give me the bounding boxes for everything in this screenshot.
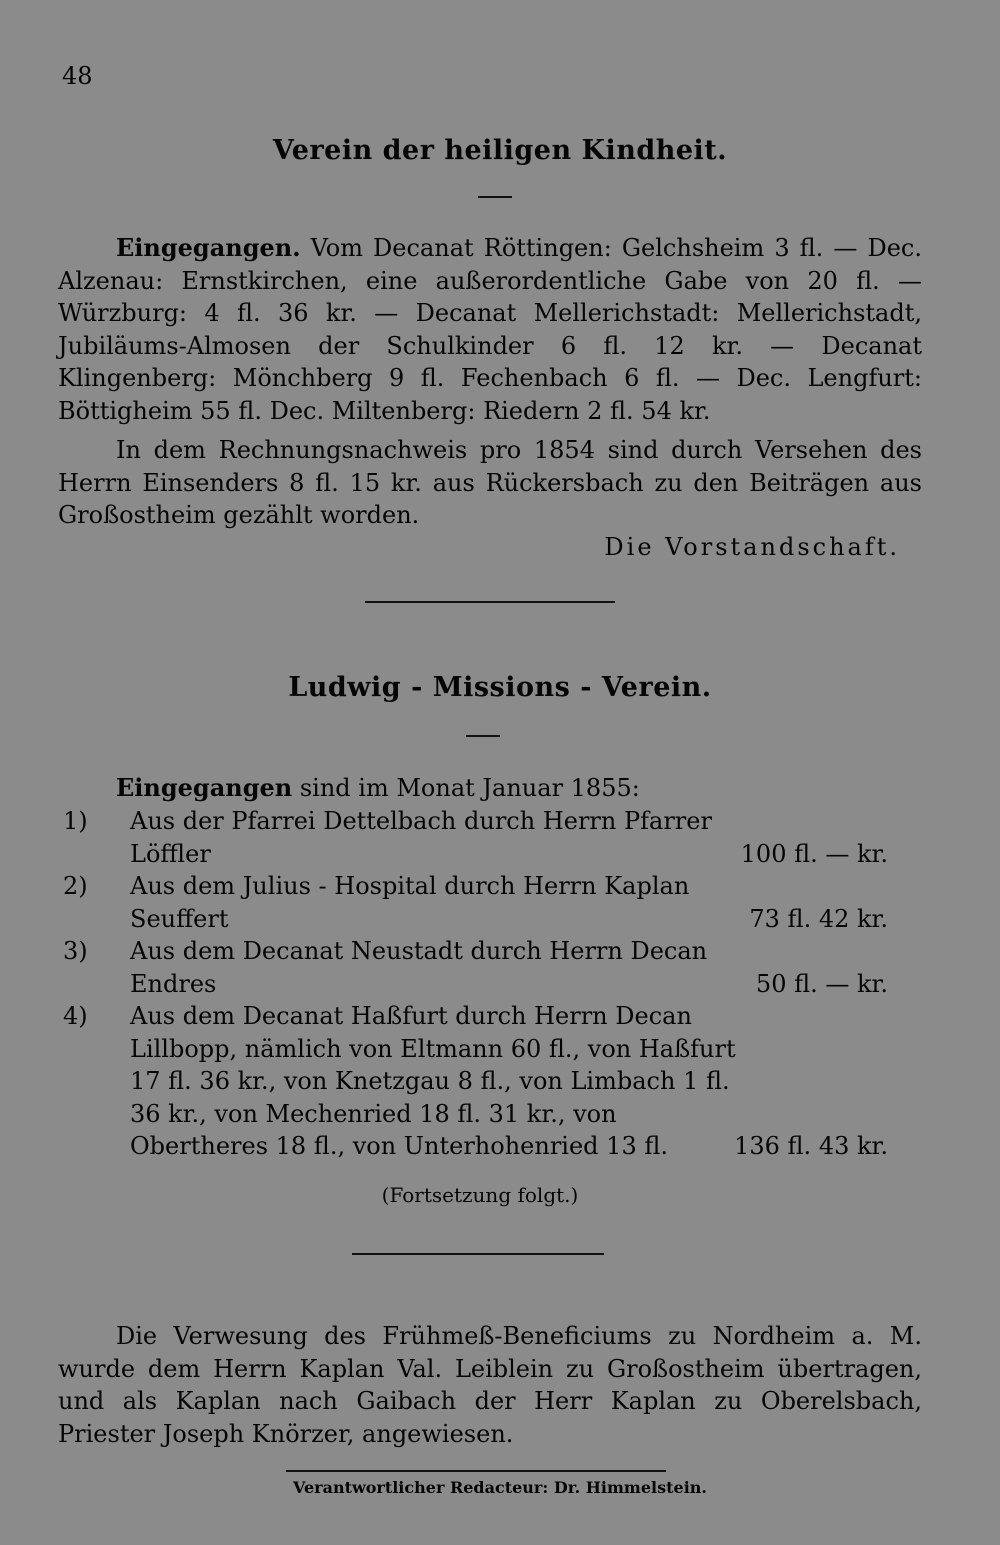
item-number: 2) — [63, 872, 88, 900]
page-number: 48 — [62, 62, 93, 90]
paragraph-lead: Eingegangen. — [116, 233, 301, 262]
item-amount: 136 fl. 43 kr. — [734, 1132, 888, 1160]
section-title-missions: Ludwig - Missions - Verein. — [288, 672, 712, 703]
item-number: 1) — [63, 807, 88, 835]
paragraph-appointment: Die Verwesung des Frühmeß-Beneficiums zu Nordheim a. M. wurde dem Herrn Kaplan Val. Leiblein zu Großostheim übertragen, und als Kaplan nach Gaibach der Herr Kaplan zu Oberelsbach, Priester Joseph Knörzer, angewiesen. — [58, 1322, 922, 1448]
list-item — [58, 935, 898, 1000]
section-divider — [352, 1253, 604, 1255]
footer-rule — [286, 1470, 666, 1472]
footer-editor: Verantwortlicher Redacteur: Dr. Himmelstein. — [293, 1478, 707, 1497]
signature: Die Vorstandschaft. — [604, 533, 900, 561]
paragraph-correction: In dem Rechnungsnachweis pro 1854 sind durch Versehen des Herrn Einsenders 8 fl. 15 kr. aus Rückersbach zu den Beiträgen aus Großostheim gezählt worden. — [58, 436, 922, 529]
paragraph-eingegangen-kindheit — [58, 232, 922, 427]
item-amount: 100 fl. — kr. — [740, 839, 888, 868]
item-text: Aus dem Decanat Haßfurt durch Herrn Decan Lillbopp, nämlich von Eltmann 60 fl., von Haßfurt 17 fl. 36 kr., von Knetzgau 8 fl., von Limbach 1 fl. 36 kr., von Mechenried 18 fl. 31 kr., von Obertheres 18 fl., von Unterhohenried 13 fl. — [130, 1002, 736, 1160]
section-title-kindheit: Verein der heiligen Kindheit. — [272, 135, 728, 166]
item-text: Aus dem Julius - Hospital durch Herrn Kaplan Seuffert — [130, 872, 690, 933]
item-amount: 73 fl. 42 kr. — [749, 904, 888, 933]
donation-list — [58, 805, 898, 1163]
intro-body: sind im Monat Januar 1855: — [299, 774, 640, 802]
item-amount: 50 fl. — kr. — [755, 969, 888, 998]
item-number: 3) — [63, 937, 88, 965]
short-divider — [466, 735, 500, 737]
continuation-note: (Fortsetzung folgt.) — [381, 1183, 579, 1207]
paragraph-body: Vom Decanat Röttingen: Gelchsheim 3 fl. — Dec. Alzenau: Ernstkirchen, eine außerordentliche Gabe von 20 fl. — Würzburg: 4 fl. 36 kr. — Decanat Mellerichstadt: Mellerichstadt, Jubiläums-Almosen der Schulkinder 6 fl. 12 kr. — Decanat Klingenberg: Mönchberg 9 fl. Fechenbach 6 fl. — Dec. Lengfurt: Böttigheim 55 fl. Dec. Miltenberg: Riedern 2 fl. 54 kr. — [58, 234, 922, 425]
list-item — [58, 870, 898, 935]
item-text: Aus dem Decanat Neustadt durch Herrn Decan Endres — [130, 937, 708, 998]
item-text: Aus der Pfarrei Dettelbach durch Herrn Pfarrer Löffler — [130, 807, 712, 868]
list-item — [58, 1000, 898, 1163]
intro-lead: Eingegangen — [116, 773, 293, 802]
intro-line — [58, 772, 922, 805]
list-item — [58, 805, 898, 870]
item-number: 4) — [63, 1002, 88, 1030]
short-divider — [478, 196, 512, 198]
section-divider — [365, 601, 615, 603]
